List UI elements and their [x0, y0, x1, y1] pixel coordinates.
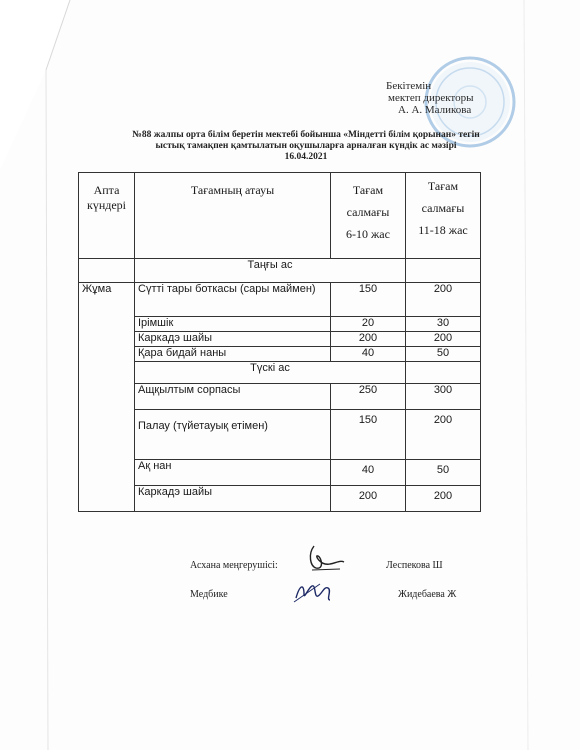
approval-line-1: Бекітемін [386, 80, 432, 92]
weight-11-18: 50 [406, 347, 481, 362]
weight-11-18: 200 [406, 486, 481, 512]
approval-line-3: А. А. Маликова [398, 104, 472, 116]
food-name: Каркадэ шайы [135, 486, 331, 512]
section-lunch: Түскі ас [135, 362, 406, 384]
cook-label: Асхана меңгерушісі: [190, 560, 278, 571]
title-line-1: №88 жалпы орта білім беретін мектебі бойынша «Міндетті білім қорынан» тегін [132, 130, 480, 140]
food-name: Ақ нан [135, 460, 331, 486]
header-weight-6-10-l3: 6-10 жас [346, 227, 390, 241]
food-name: Ірімшік [135, 317, 331, 332]
nurse-name: Жидебаева Ж [398, 589, 457, 600]
weight-6-10: 250 [331, 384, 406, 410]
weight-6-10: 150 [331, 410, 406, 460]
header-day: Апта күндері [79, 173, 135, 259]
header-weight-11-18-l2: салмағы [421, 201, 465, 215]
header-weight-11-18-l1: Тағам [427, 179, 459, 193]
weight-6-10: 40 [331, 347, 406, 362]
food-name: Каркадэ шайы [135, 332, 331, 347]
weight-6-10: 20 [331, 317, 406, 332]
header-weight-6-10-l1: Тағам [352, 183, 384, 197]
cook-signature [300, 540, 348, 574]
approval-line-2: мектеп директоры [388, 92, 474, 104]
weight-6-10: 200 [331, 332, 406, 347]
header-food: Тағамның атауы [135, 173, 331, 259]
cook-name: Леспекова Ш [386, 560, 443, 571]
header-weight-11-18-l3: 11-18 жас [418, 223, 468, 237]
weight-6-10: 200 [331, 486, 406, 512]
weight-6-10: 40 [331, 460, 406, 486]
header-weight-6-10-l2: салмағы [346, 205, 390, 219]
title-date: 16.04.2021 [284, 152, 328, 162]
section-breakfast: Таңғы ас [135, 259, 406, 283]
nurse-signature [290, 578, 336, 606]
weight-11-18: 200 [406, 410, 481, 460]
weight-11-18: 30 [406, 317, 481, 332]
weight-11-18: 200 [406, 332, 481, 347]
weight-11-18: 50 [406, 460, 481, 486]
title-line-2: ыстық тамақпен қамтылатын оқушыларға арналған күндік ас мәзірі [155, 141, 457, 151]
food-name: Сүтті тары боткасы (сары маймен) [135, 283, 331, 317]
weight-11-18: 300 [406, 384, 481, 410]
weight-6-10: 150 [331, 283, 406, 317]
nurse-label: Медбике [190, 589, 228, 600]
day-cell: Жұма [79, 283, 135, 512]
food-name: Ащқылтым сорпасы [135, 384, 331, 410]
food-name: Қара бидай наны [135, 347, 331, 362]
weight-11-18: 200 [406, 283, 481, 317]
food-name: Палау (түйетауық етімен) [135, 410, 331, 460]
